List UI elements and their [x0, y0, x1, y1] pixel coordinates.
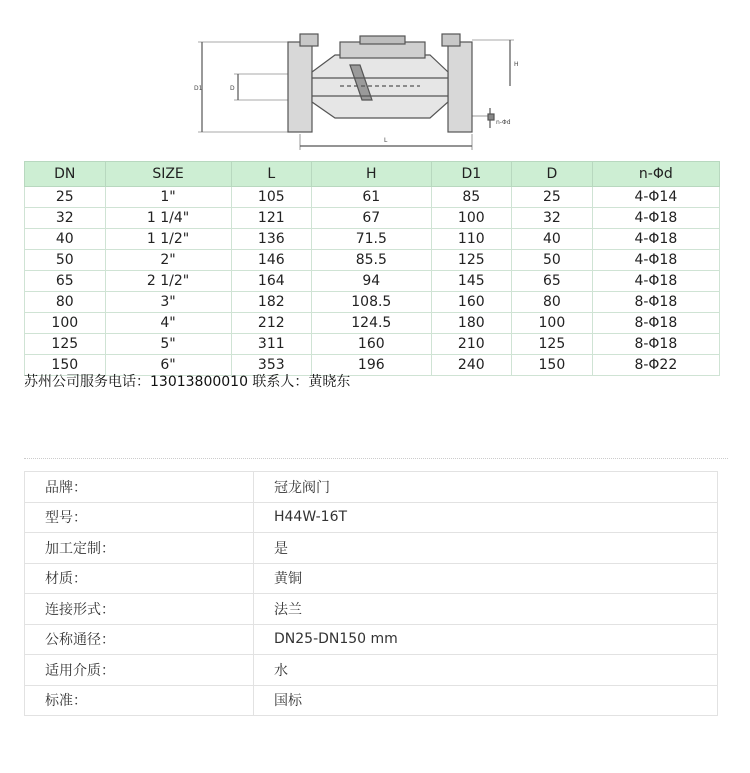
cell-dn: 100 [25, 313, 106, 334]
table-row [25, 187, 720, 208]
contact-info: 苏州公司服务电话：13013800010 联系人：黄晓东 [24, 374, 351, 390]
spec-key: 材质： [25, 563, 254, 594]
cell-h: 160 [312, 334, 431, 355]
cell-n-phid: 8-Φ18 [592, 292, 719, 313]
spec-key: 适用介质： [25, 655, 254, 686]
label-n-phid: n-Φd [496, 119, 511, 126]
cell-size: 1" [105, 187, 231, 208]
valve-drawing [190, 30, 530, 155]
header-l: L [231, 162, 312, 187]
cell-n-phid: 4-Φ14 [592, 187, 719, 208]
spec-value: 水 [254, 655, 718, 686]
cell-l: 182 [231, 292, 312, 313]
cell-h: 67 [312, 208, 431, 229]
spec-key: 公称通径： [25, 624, 254, 655]
cell-dn: 40 [25, 229, 106, 250]
header-d1: D1 [431, 162, 512, 187]
cell-n-phid: 4-Φ18 [592, 208, 719, 229]
header-d: D [512, 162, 593, 187]
cell-h: 196 [312, 355, 431, 376]
cell-n-phid: 8-Φ18 [592, 334, 719, 355]
table-row [25, 271, 720, 292]
cell-size: 2 1/2" [105, 271, 231, 292]
cell-d1: 240 [431, 355, 512, 376]
cell-l: 121 [231, 208, 312, 229]
cell-dn: 150 [25, 355, 106, 376]
table-header-row [25, 162, 720, 187]
cell-d1: 145 [431, 271, 512, 292]
cell-d1: 210 [431, 334, 512, 355]
spec-value: 冠龙阀门 [254, 472, 718, 503]
spec-key: 加工定制： [25, 533, 254, 564]
cell-h: 124.5 [312, 313, 431, 334]
spec-value: 国标 [254, 685, 718, 716]
cell-n-phid: 4-Φ18 [592, 229, 719, 250]
spec-row-medium [25, 655, 718, 686]
cell-d: 50 [512, 250, 593, 271]
spec-row-connection [25, 594, 718, 625]
spec-value: 黄铜 [254, 563, 718, 594]
cell-l: 311 [231, 334, 312, 355]
spec-row-model [25, 502, 718, 533]
table-row [25, 229, 720, 250]
spec-row-brand [25, 472, 718, 503]
label-l: L [384, 137, 388, 144]
cell-d1: 85 [431, 187, 512, 208]
cell-size: 6" [105, 355, 231, 376]
cell-d: 65 [512, 271, 593, 292]
cell-h: 108.5 [312, 292, 431, 313]
label-d1: D1 [194, 85, 203, 92]
cell-h: 94 [312, 271, 431, 292]
spec-row-material [25, 563, 718, 594]
spec-key: 品牌： [25, 472, 254, 503]
cell-h: 71.5 [312, 229, 431, 250]
spec-key: 型号： [25, 502, 254, 533]
cell-d: 100 [512, 313, 593, 334]
cell-h: 61 [312, 187, 431, 208]
spec-value: 是 [254, 533, 718, 564]
cell-dn: 125 [25, 334, 106, 355]
cell-d: 32 [512, 208, 593, 229]
spec-row-nominal-diameter [25, 624, 718, 655]
header-h: H [312, 162, 431, 187]
spec-table [24, 471, 718, 716]
table-row [25, 208, 720, 229]
cell-size: 5" [105, 334, 231, 355]
table-row [25, 334, 720, 355]
cell-dn: 32 [25, 208, 106, 229]
label-h: H [514, 61, 519, 68]
cell-d1: 100 [431, 208, 512, 229]
cell-l: 105 [231, 187, 312, 208]
cell-size: 4" [105, 313, 231, 334]
cell-size: 2" [105, 250, 231, 271]
cell-d: 40 [512, 229, 593, 250]
cell-n-phid: 8-Φ22 [592, 355, 719, 376]
cell-n-phid: 4-Φ18 [592, 250, 719, 271]
cell-h: 85.5 [312, 250, 431, 271]
spec-value: 法兰 [254, 594, 718, 625]
section-divider [24, 458, 728, 459]
cell-dn: 80 [25, 292, 106, 313]
cell-dn: 25 [25, 187, 106, 208]
cell-l: 146 [231, 250, 312, 271]
cell-d: 25 [512, 187, 593, 208]
cell-size: 3" [105, 292, 231, 313]
cell-l: 136 [231, 229, 312, 250]
header-n-phid: n-Φd [592, 162, 719, 187]
table-row [25, 250, 720, 271]
table-row [25, 313, 720, 334]
cell-d1: 180 [431, 313, 512, 334]
dimensions-table [24, 161, 720, 376]
label-d: D [230, 85, 235, 92]
cell-dn: 65 [25, 271, 106, 292]
cell-d1: 160 [431, 292, 512, 313]
spec-row-standard [25, 685, 718, 716]
cell-l: 212 [231, 313, 312, 334]
cell-d: 150 [512, 355, 593, 376]
spec-key: 连接形式： [25, 594, 254, 625]
cell-d: 125 [512, 334, 593, 355]
cell-l: 353 [231, 355, 312, 376]
cell-size: 1 1/2" [105, 229, 231, 250]
header-dn: DN [25, 162, 106, 187]
spec-value: DN25-DN150 mm [254, 624, 718, 655]
spec-row-customization [25, 533, 718, 564]
spec-value: H44W-16T [254, 502, 718, 533]
cell-d1: 125 [431, 250, 512, 271]
cell-dn: 50 [25, 250, 106, 271]
header-size: SIZE [105, 162, 231, 187]
spec-key: 标准： [25, 685, 254, 716]
cell-size: 1 1/4" [105, 208, 231, 229]
cell-d: 80 [512, 292, 593, 313]
cell-d1: 110 [431, 229, 512, 250]
table-row [25, 292, 720, 313]
cell-n-phid: 4-Φ18 [592, 271, 719, 292]
cell-l: 164 [231, 271, 312, 292]
cell-n-phid: 8-Φ18 [592, 313, 719, 334]
